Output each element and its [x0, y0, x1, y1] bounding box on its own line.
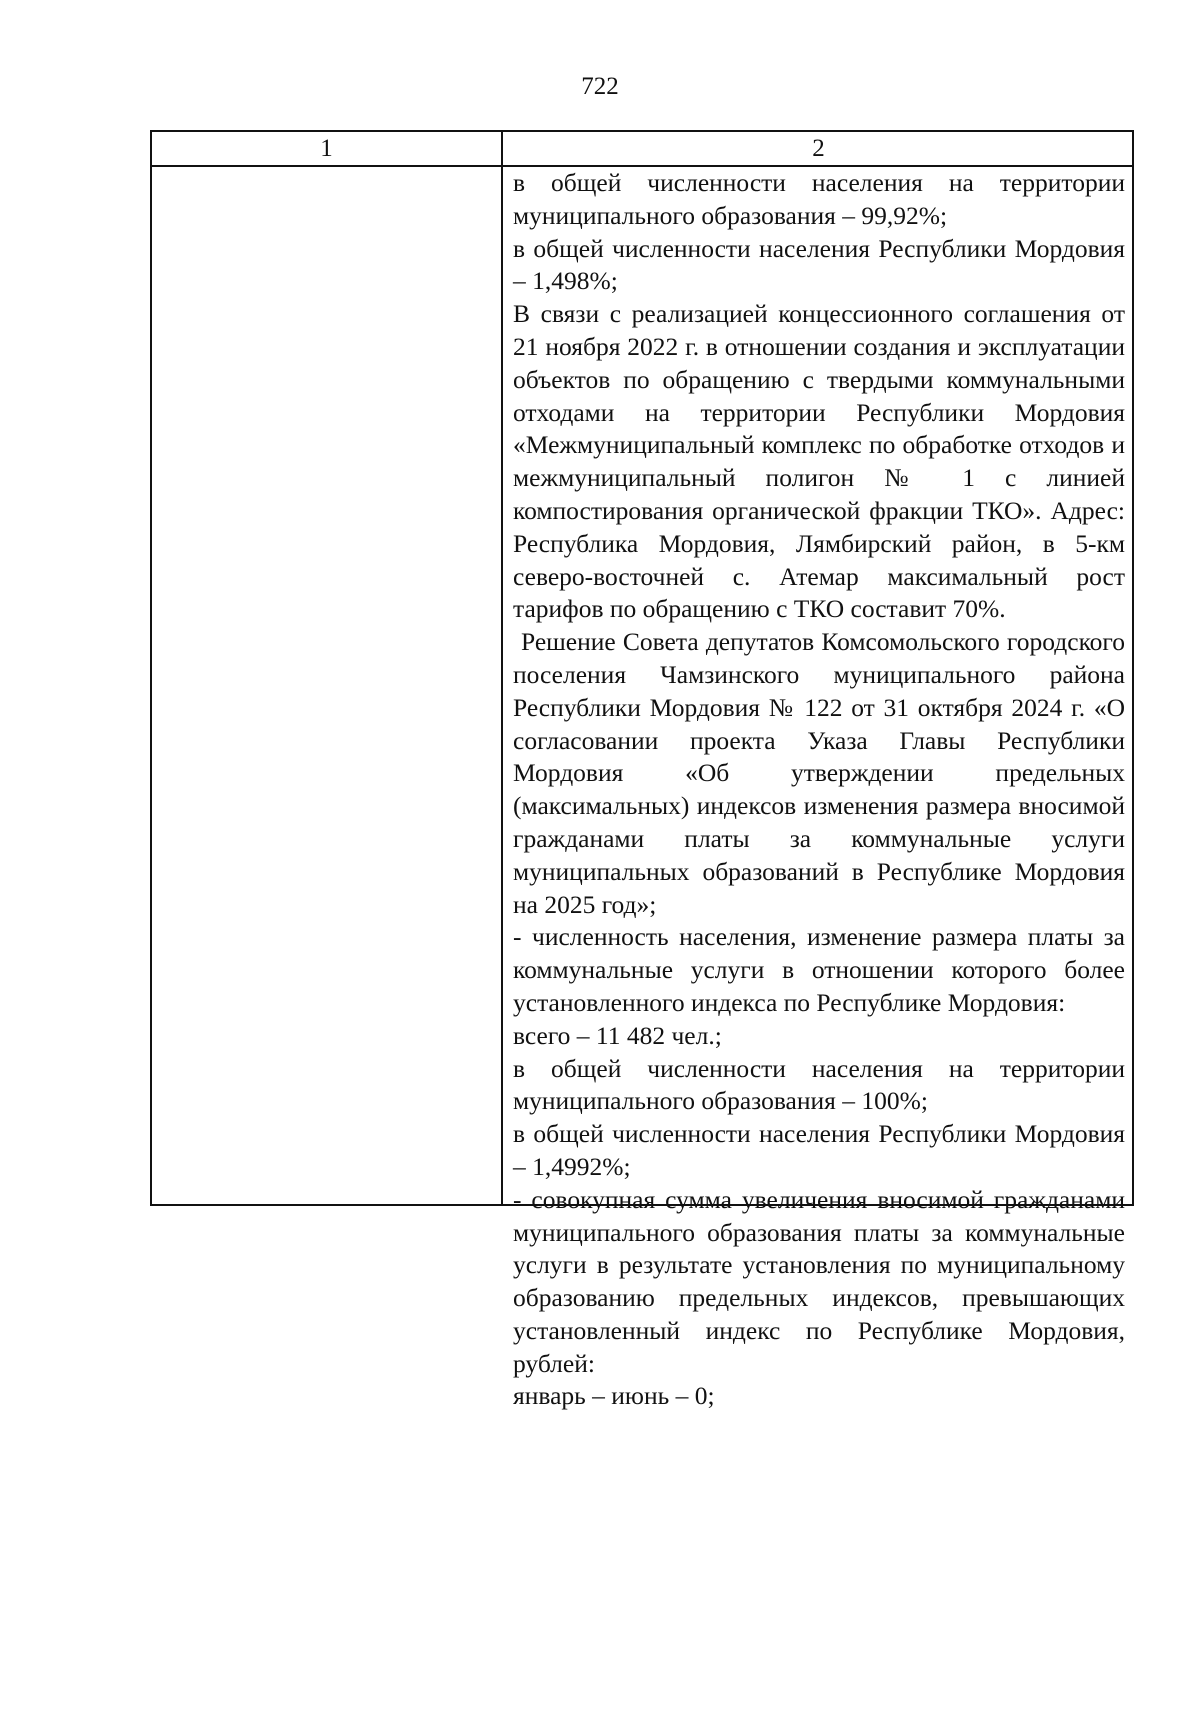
paragraph-population-count-heading: - численность населения, изменение размера платы за коммунальные услуги в отношении которого более установленного индекса по Республике Мордовия: [513, 922, 1125, 1017]
paragraph-republic-share: в общей численности населения Республики Мордовия – 1,498%; [513, 233, 1125, 296]
column-2-cell [513, 167, 1125, 1413]
column-divider [501, 132, 503, 1204]
paragraph-population-total: всего – 11 482 чел.; [513, 1020, 722, 1050]
paragraph-territory-share: в общей численности населения на территории муниципального образования – 99,92%; [513, 168, 1125, 230]
paragraph-jan-jun-value: январь – июнь – 0; [513, 1381, 715, 1411]
page-number: 722 [581, 73, 619, 100]
paragraph-council-decision: Решение Совета депутатов Комсомольского городского поселения Чамзинского муниципального района Республики Мордовия № 122 от 31 октября 2024 г. «О согласовании проекта Указа Главы Республики Мордовия «Об утверждении предельных (максимальных) индексов изменения размера вносимой гражданами платы за коммунальные услуги муниципальных образований в Республике Мордовия на 2025 год»; [513, 627, 1125, 919]
paragraph-territory-share-2: в общей численности населения на территории муниципального образования – 100%; [513, 1053, 1125, 1116]
paragraph-republic-share-2: в общей численности населения Республики Мордовия – 1,4992%; [513, 1119, 1125, 1181]
paragraph-concession-agreement: В связи с реализацией концессионного соглашения от 21 ноября 2022 г. в отношении создания и эксплуатации объектов по обращению с твердыми коммунальными отходами на территории Республики Мордовия «Межмуниципальный комплекс по обработке отходов и межмуниципальный полигон № 1 с линией компостирования органической фракции ТКО». Адрес: Республика Мордовия, Лямбирский район, в 5-км северо-восточней с. Атемар максимальный рост тарифов по обращению с ТКО составит 70%. [513, 299, 1125, 624]
column-1-header: 1 [320, 135, 333, 162]
paragraph-total-increase-sum: - совокупная сумма увеличения вносимой гражданами муниципального образования платы за коммунальные услуги в результате установления по муниципальному образованию предельных индексов, превышающих установленный индекс по Республике Мордовия, рублей: [513, 1184, 1125, 1378]
table-header-row [152, 132, 1132, 167]
column-2-header: 2 [812, 135, 825, 162]
document-table [150, 130, 1134, 1411]
